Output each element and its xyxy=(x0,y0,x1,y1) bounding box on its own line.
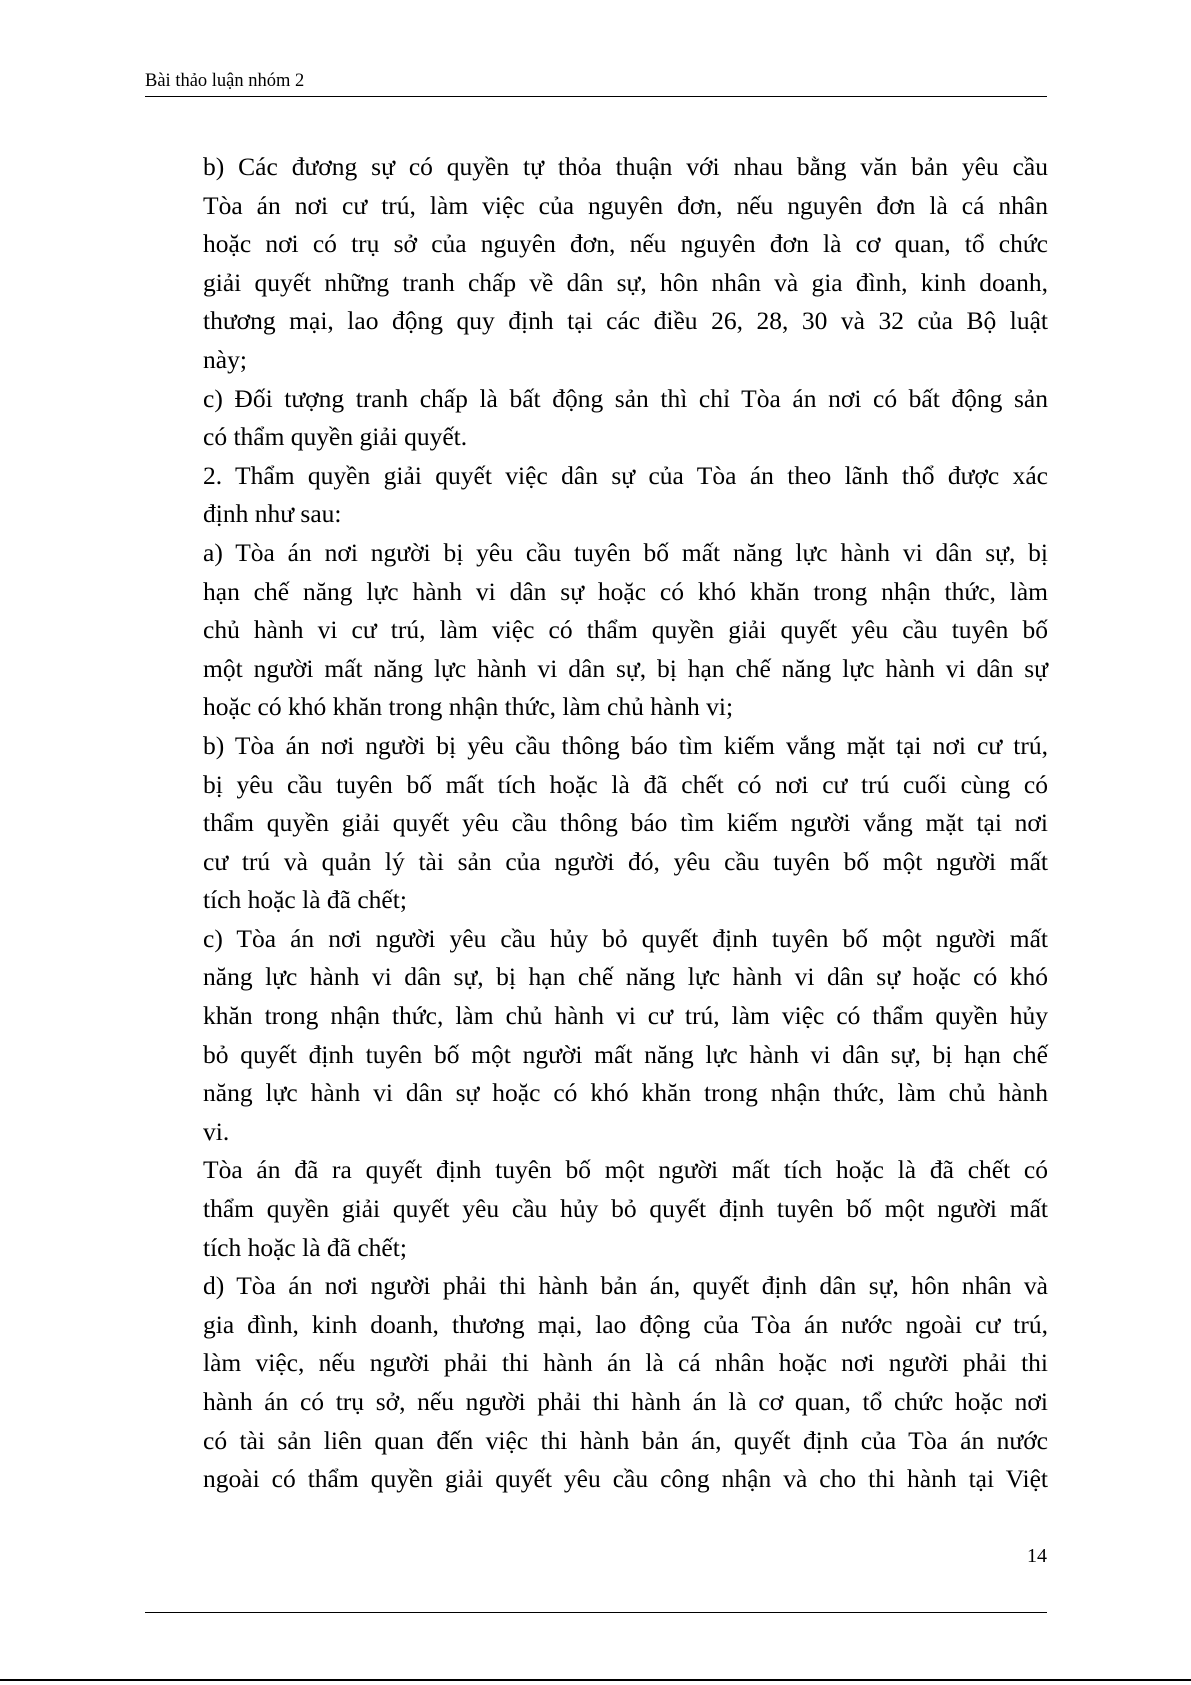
text-line: b) Các đương sự có quyền tự thỏa thuận với nhau bằng văn bản yêu cầu xyxy=(203,152,1048,181)
page-number: 14 xyxy=(1027,1545,1047,1567)
text-line: b) Tòa án nơi người bị yêu cầu thông báo tìm kiếm vắng mặt tại nơi cư trú, xyxy=(203,730,1048,760)
text-line: có tài sản liên quan đến việc thi hành bản án, quyết định của Tòa án nước xyxy=(203,1425,1048,1455)
text-line: Tòa án đã ra quyết định tuyên bố một người mất tích hoặc là đã chết có xyxy=(203,1155,1048,1185)
text-line: khăn trong nhận thức, làm chủ hành vi cư trú, làm việc có thẩm quyền hủy xyxy=(203,1001,1048,1031)
text-line: gia đình, kinh doanh, thương mại, lao động của Tòa án nước ngoài cư trú, xyxy=(203,1309,1048,1339)
text-line: bị yêu cầu tuyên bố mất tích hoặc là đã chết có nơi cư trú cuối cùng có xyxy=(203,769,1048,799)
text-line: d) Tòa án nơi người phải thi hành bản án, quyết định dân sự, hôn nhân và xyxy=(203,1271,1048,1301)
text-line: bỏ quyết định tuyên bố một người mất năng lực hành vi dân sự, bị hạn chế xyxy=(203,1039,1048,1069)
text-line: thương mại, lao động quy định tại các điều 26, 28, 30 và 32 của Bộ luật xyxy=(203,306,1048,336)
page-bottom-divider xyxy=(0,1679,1191,1681)
header-title: Bài thảo luận nhóm 2 xyxy=(145,71,305,91)
text-line: thẩm quyền giải quyết yêu cầu thông báo tìm kiếm người vắng mặt tại nơi xyxy=(203,808,1048,838)
text-line: tích hoặc là đã chết; xyxy=(203,885,407,915)
text-line: hoặc có khó khăn trong nhận thức, làm chủ hành vi; xyxy=(203,692,734,722)
text-line: hạn chế năng lực hành vi dân sự hoặc có khó khăn trong nhận thức, làm xyxy=(203,576,1048,606)
text-line: làm việc, nếu người phải thi hành án là cá nhân hoặc nơi người phải thi xyxy=(203,1348,1048,1378)
page-footer xyxy=(145,1544,1047,1613)
text-line: 2. Thẩm quyền giải quyết việc dân sự của Tòa án theo lãnh thổ được xác xyxy=(203,460,1048,490)
text-line: này; xyxy=(203,344,247,374)
text-line: năng lực hành vi dân sự, bị hạn chế năng lực hành vi dân sự hoặc có khó xyxy=(203,962,1048,992)
text-line: Tòa án nơi cư trú, làm việc của nguyên đơn, nếu nguyên đơn là cá nhân xyxy=(203,190,1048,220)
text-line: tích hoặc là đã chết; xyxy=(203,1232,407,1262)
text-line: một người mất năng lực hành vi dân sự, bị hạn chế năng lực hành vi dân sự xyxy=(203,653,1048,683)
text-line: hoặc nơi có trụ sở của nguyên đơn, nếu nguyên đơn là cơ quan, tổ chức xyxy=(203,229,1048,259)
text-line: thẩm quyền giải quyết yêu cầu hủy bỏ quyết định tuyên bố một người mất xyxy=(203,1194,1048,1224)
text-line: hành án có trụ sở, nếu người phải thi hành án là cơ quan, tổ chức hoặc nơi xyxy=(203,1387,1048,1416)
text-line: vi. xyxy=(203,1116,230,1146)
page-header xyxy=(145,70,1047,97)
text-line: giải quyết những tranh chấp về dân sự, hôn nhân và gia đình, kinh doanh, xyxy=(203,267,1048,297)
text-line: năng lực hành vi dân sự hoặc có khó khăn trong nhận thức, làm chủ hành xyxy=(203,1078,1048,1108)
text-line: c) Đối tượng tranh chấp là bất động sản thì chỉ Tòa án nơi có bất động sản xyxy=(203,383,1048,413)
text-line: có thẩm quyền giải quyết. xyxy=(203,422,468,452)
page-body xyxy=(203,148,1048,1499)
text-line: cư trú và quản lý tài sản của người đó, yêu cầu tuyên bố một người mất xyxy=(203,846,1048,876)
text-line: a) Tòa án nơi người bị yêu cầu tuyên bố mất năng lực hành vi dân sự, bị xyxy=(203,537,1048,567)
text-line: c) Tòa án nơi người yêu cầu hủy bỏ quyết định tuyên bố một người mất xyxy=(203,923,1048,953)
text-line: định như sau: xyxy=(203,499,342,529)
text-line: chủ hành vi cư trú, làm việc có thẩm quyền giải quyết yêu cầu tuyên bố xyxy=(203,615,1048,645)
text-line: ngoài có thẩm quyền giải quyết yêu cầu công nhận và cho thi hành tại Việt xyxy=(203,1464,1048,1494)
